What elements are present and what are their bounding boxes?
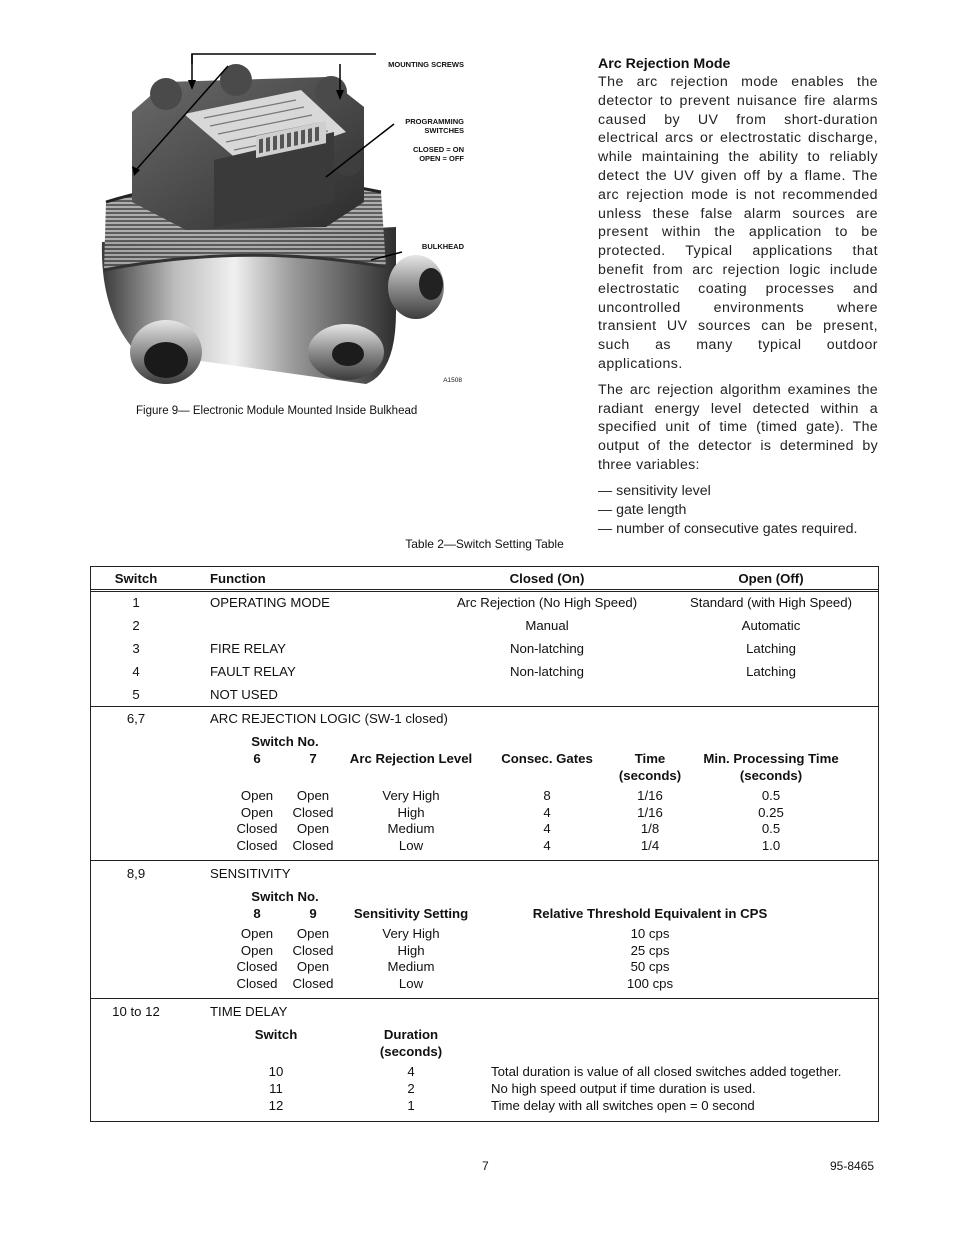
callout-bulkhead: BULKHEAD xyxy=(421,242,464,251)
table-row: 0.5 xyxy=(761,821,781,836)
arc-sub-time-unit: (seconds) xyxy=(618,768,682,783)
table-row: 10 xyxy=(268,1064,284,1079)
table-row-open: Latching xyxy=(746,641,796,656)
table-row: 4 xyxy=(543,838,551,853)
table-row: Closed xyxy=(236,821,278,836)
paragraph-2: The arc rejection algorithm examines the radiant energy level detected within a specified unit of time (timed gate). The output of the detector is determined by three variables: xyxy=(598,381,878,473)
callout-open-off: OPEN = OFF xyxy=(419,154,464,163)
arc-sub-minproc-unit: (seconds) xyxy=(739,768,803,783)
table-row: 0.25 xyxy=(758,805,784,820)
table-row: Medium xyxy=(387,821,435,836)
header-rule xyxy=(91,591,878,592)
arc-sub-level: Arc Rejection Level xyxy=(349,751,473,766)
header-open: Open (Off) xyxy=(738,571,804,586)
table-row: Medium xyxy=(387,959,435,974)
arc-sub-time: Time xyxy=(634,751,666,766)
table-row: 1.0 xyxy=(761,838,781,853)
delay-sub-duration-unit: (seconds) xyxy=(379,1044,443,1059)
table-row: Open xyxy=(296,926,330,941)
header-closed: Closed (On) xyxy=(509,571,585,586)
table-row: 10 cps xyxy=(630,926,670,941)
sens-switch-no: Switch No. xyxy=(251,889,319,904)
arc-function: ARC REJECTION LOGIC (SW-1 closed) xyxy=(210,711,448,726)
table-row-switch: 1 xyxy=(132,595,140,610)
table-row: 0.5 xyxy=(761,788,781,803)
table-row: Open xyxy=(240,926,274,941)
sens-sub-9: 9 xyxy=(309,906,317,921)
table-row: 2 xyxy=(407,1081,415,1096)
sensitivity-block xyxy=(91,860,878,999)
sens-sub-setting: Sensitivity Setting xyxy=(353,906,469,921)
arc-sub-7: 7 xyxy=(309,751,317,766)
table-row: 12 xyxy=(268,1098,284,1113)
callout-switches: SWITCHES xyxy=(424,126,464,135)
table-row: Closed xyxy=(236,959,278,974)
arc-sub-minproc: Min. Processing Time xyxy=(703,751,839,766)
table-row: Open xyxy=(296,821,330,836)
section-heading: Arc Rejection Mode xyxy=(598,56,731,72)
table-row: Total duration is value of all closed switches added together. xyxy=(491,1064,842,1079)
arc-rejection-block xyxy=(91,706,878,861)
callout-programming: PROGRAMMING xyxy=(405,117,464,126)
table-row: Low xyxy=(398,838,424,853)
header-function: Function xyxy=(210,571,266,586)
page-number: 7 xyxy=(482,1159,489,1173)
table-row: 1/16 xyxy=(637,805,663,820)
figure-9 xyxy=(96,52,476,388)
time-delay-block xyxy=(91,998,878,1121)
table-row-function: FAULT RELAY xyxy=(210,664,296,679)
figure-caption: Figure 9— Electronic Module Mounted Inside Bulkhead xyxy=(136,405,418,417)
table-row: 4 xyxy=(543,821,551,836)
list-item: — gate length xyxy=(598,501,687,518)
table-row-switch: 4 xyxy=(132,664,140,679)
table-row: 11 xyxy=(269,1081,283,1096)
table-row: Open xyxy=(240,805,274,820)
table-row: 4 xyxy=(407,1064,415,1079)
table-row: 8 xyxy=(543,788,551,803)
table-row: Closed xyxy=(236,976,278,991)
table-row: High xyxy=(397,943,425,958)
sens-switch: 8,9 xyxy=(126,866,146,881)
delay-function: TIME DELAY xyxy=(210,1004,288,1019)
arc-switch-no: Switch No. xyxy=(251,734,319,749)
table-header xyxy=(91,567,878,590)
table-row-open: Automatic xyxy=(741,618,801,633)
sens-sub-thresh: Relative Threshold Equivalent in CPS xyxy=(532,906,768,921)
header-switch: Switch xyxy=(114,571,158,586)
table-row: Closed xyxy=(236,838,278,853)
table-row: Time delay with all switches open = 0 second xyxy=(491,1098,755,1113)
table-row-switch: 5 xyxy=(132,687,140,702)
table-row: 1/8 xyxy=(640,821,660,836)
arc-sub-gates: Consec. Gates xyxy=(501,751,593,766)
table-row-function: OPERATING MODE xyxy=(210,595,330,610)
table-row: Very High xyxy=(382,926,440,941)
variables-list xyxy=(598,482,878,539)
table-row: Closed xyxy=(292,943,334,958)
list-item: — sensitivity level xyxy=(598,482,711,499)
sens-function: SENSITIVITY xyxy=(210,866,291,881)
table-row: Closed xyxy=(292,805,334,820)
table-row: Very High xyxy=(382,788,440,803)
table-caption: Table 2—Switch Setting Table xyxy=(405,537,564,551)
table-row: Open xyxy=(240,943,274,958)
document-number: 95-8465 xyxy=(830,1159,875,1173)
table-row: 50 cps xyxy=(630,959,670,974)
table-row-switch: 3 xyxy=(132,641,140,656)
callout-closed-on: CLOSED = ON xyxy=(412,145,464,154)
arc-sub-6: 6 xyxy=(253,751,261,766)
table-row: 1/4 xyxy=(640,838,660,853)
table-row-open: Standard (with High Speed) xyxy=(689,595,853,610)
table-row-open: Latching xyxy=(746,664,796,679)
table-row: Closed xyxy=(292,976,334,991)
table-row-function: FIRE RELAY xyxy=(210,641,286,656)
sens-sub-8: 8 xyxy=(253,906,261,921)
delay-sub-switch: Switch xyxy=(254,1027,298,1042)
table-row: 25 cps xyxy=(630,943,670,958)
arc-switch: 6,7 xyxy=(126,711,146,726)
table-row: Open xyxy=(240,788,274,803)
table-row: Open xyxy=(296,788,330,803)
table-row-closed: Arc Rejection (No High Speed) xyxy=(456,595,638,610)
paragraph-1: The arc rejection mode enables the detector to prevent nuisance fire alarms caused by UV from short-duration electrical arcs or electrostatic discharge, while maintaining the ability to reliably detect the UV given off by a flame. The arc rejection mode is not recommended unless these false alarm sources are present within the application to be protected. Typical applications that benefit from arc rejection logic include electrostatic coating processes and uncontrolled environments where transient UV sources can be present, such as many typical outdoor applications. xyxy=(598,74,878,372)
module-photo xyxy=(96,52,476,388)
delay-switch: 10 to 12 xyxy=(112,1004,160,1019)
table-row-closed: Non-latching xyxy=(509,664,585,679)
table-row-closed: Manual xyxy=(525,618,569,633)
table-row: 4 xyxy=(543,805,551,820)
table-row: Open xyxy=(296,959,330,974)
art-code: A1508 xyxy=(443,377,462,384)
delay-sub-duration: Duration xyxy=(383,1027,439,1042)
table-row-switch: 2 xyxy=(132,618,140,633)
table-row: 1/16 xyxy=(637,788,663,803)
list-item: — number of consecutive gates required. xyxy=(598,520,858,537)
table-row: 100 cps xyxy=(626,976,674,991)
switch-setting-table xyxy=(90,566,879,1122)
table-row: Low xyxy=(398,976,424,991)
table-row: High xyxy=(397,805,425,820)
arc-rejection-section xyxy=(598,55,878,539)
table-row: 1 xyxy=(407,1098,415,1113)
callout-mounting-screws: MOUNTING SCREWS xyxy=(388,60,464,69)
table-row: No high speed output if time duration is used. xyxy=(491,1081,756,1096)
table-row-function: NOT USED xyxy=(210,687,278,702)
table-row: Closed xyxy=(292,838,334,853)
table-row-closed: Non-latching xyxy=(509,641,585,656)
